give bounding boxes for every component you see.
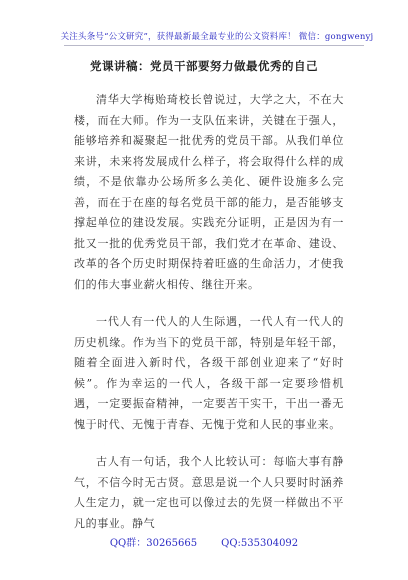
footer-qq-group: QQ群：30265665 <box>109 538 198 549</box>
document-title: 党课讲稿：党员干部要努力做最优秀的自己 <box>90 59 318 73</box>
body-paragraph: 一代人有一代人的人生际遇，一代人有一代人的历史机缘。作为当下的党员干部，特别是年轻干部，随着全面进入新时代，各级干部创业迎来了“好时候”。作为幸运的一代人，各级干部一定要珍惜机遇，一定要振奋精神，一定要苦干实干，干出一番无愧于时代、无愧于青春、无愧于党和人民的事业来。 <box>74 315 344 431</box>
footer-contact <box>0 534 408 549</box>
footer-qq: QQ:535304092 <box>221 538 299 549</box>
body-paragraph: 清华大学梅贻琦校长曾说过，大学之大，不在大楼，而在大师。作为一支队伍来讲，关键在于强人，能够培养和凝聚起一批优秀的党员干部。从我们单位来讲，未来将发展成什么样子，将会取得什么样的成绩，不是依靠办公场所多么美化、硬件设施多么完善，而在于在座的每名党员干部的能力，是否能够支撑起单位的建设发展。实践充分证明，正是因为有一批又一批的优秀党员干部，我们党才在革命、建设、改革的各个历史时期保持着旺盛的生命活力，才使我们的伟大事业薪火相传、继往开来。 <box>74 93 344 291</box>
header-divider <box>64 45 364 46</box>
document-body <box>74 90 344 551</box>
body-paragraph: 古人有一句话，我个人比较认可：每临大事有静气，不信今时无古贤。意思是说一个人只要时时涵养人生定力，就一定也可以像过去的先贤一样做出不平凡的事业。静气 <box>74 455 344 530</box>
header-promo-note: 关注头条号“公文研究”，获得最新最全最专业的公文资料库！ 微信：gongwenyj <box>60 32 374 42</box>
